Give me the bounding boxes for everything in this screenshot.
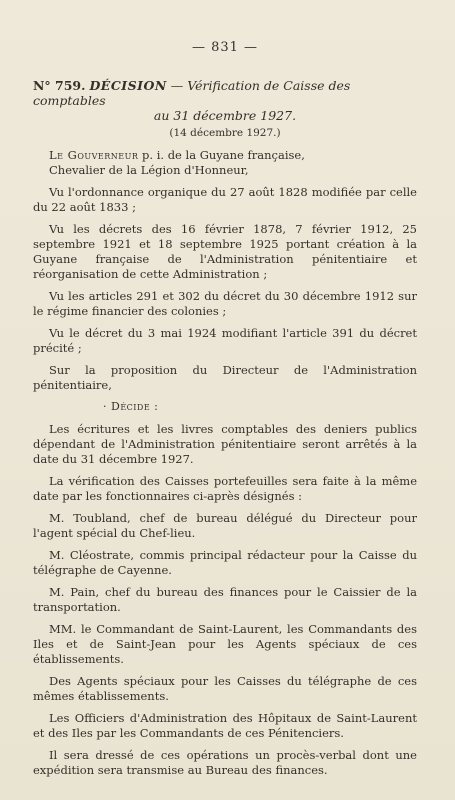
article-paragraph: La vérification des Caisses portefeuilles sera faite à la même date par les fonctionnaires ci-après désignés : (33, 474, 417, 503)
decision-subject-continuation: au 31 décembre 1927. (153, 108, 297, 123)
decision-heading (33, 78, 417, 108)
decision-title: DÉCISION (89, 78, 167, 93)
recital-paragraph: Vu l'ordonnance organique du 27 août 1828 modifiée par celle du 22 août 1833 ; (33, 185, 417, 214)
article-paragraph: MM. le Commandant de Saint-Laurent, les Commandants des Iles et de Saint-Jean pour les Agents spéciaux de ces établissements. (33, 622, 417, 666)
recital-paragraph: Vu les articles 291 et 302 du décret du 30 décembre 1912 sur le régime financier des colonies ; (33, 289, 417, 318)
article-paragraph: M. Toubland, chef de bureau délégué du Directeur pour l'agent spécial du Chef-lieu. (33, 511, 417, 540)
page-number: — 831 — (191, 40, 259, 55)
article-paragraph: Les Officiers d'Administration des Hôpitaux de Saint-Laurent et des Iles par les Commandants de ces Pénitenciers. (33, 711, 417, 740)
authority-title: Le Gouverneur (49, 148, 139, 162)
article-paragraph: M. Cléostrate, commis principal rédacteur pour la Caisse du télégraphe de Cayenne. (33, 548, 417, 577)
article-paragraph: Les écritures et les livres comptables des deniers publics dépendant de l'Administration pénitentiaire seront arrêtés à la date du 31 décembre 1927. (33, 422, 417, 466)
decision-subject: — Vérification de Caisse des comptables (33, 78, 351, 108)
authority-honor: Chevalier de la Légion d'Honneur, (49, 163, 249, 177)
decide-heading: · Décide : (103, 400, 159, 413)
decision-number: N° 759. (33, 78, 86, 93)
recital-paragraph: Vu les décrets des 16 février 1878, 7 février 1912, 25 septembre 1921 et 18 septembre 1925 portant création à la Guyane française de l'Administration pénitentiaire et réorganisation de cette Administration ; (33, 222, 417, 281)
authority-line (49, 148, 417, 163)
article-paragraph: M. Pain, chef du bureau des finances pour le Caissier de la transportation. (33, 585, 417, 614)
article-paragraph: Il sera dressé de ces opérations un procès-verbal dont une expédition sera transmise au Bureau des finances. (33, 748, 417, 777)
recital-paragraph: Sur la proposition du Directeur de l'Administration pénitentiaire, (33, 363, 417, 392)
decision-date: (14 décembre 1927.) (169, 127, 281, 139)
article-paragraph: Des Agents spéciaux pour les Caisses du télégraphe de ces mêmes établissements. (33, 674, 417, 703)
recital-paragraph: Vu le décret du 3 mai 1924 modifiant l'article 391 du décret précité ; (33, 326, 417, 355)
authority-location: p. i. de la Guyane française, (138, 148, 305, 162)
